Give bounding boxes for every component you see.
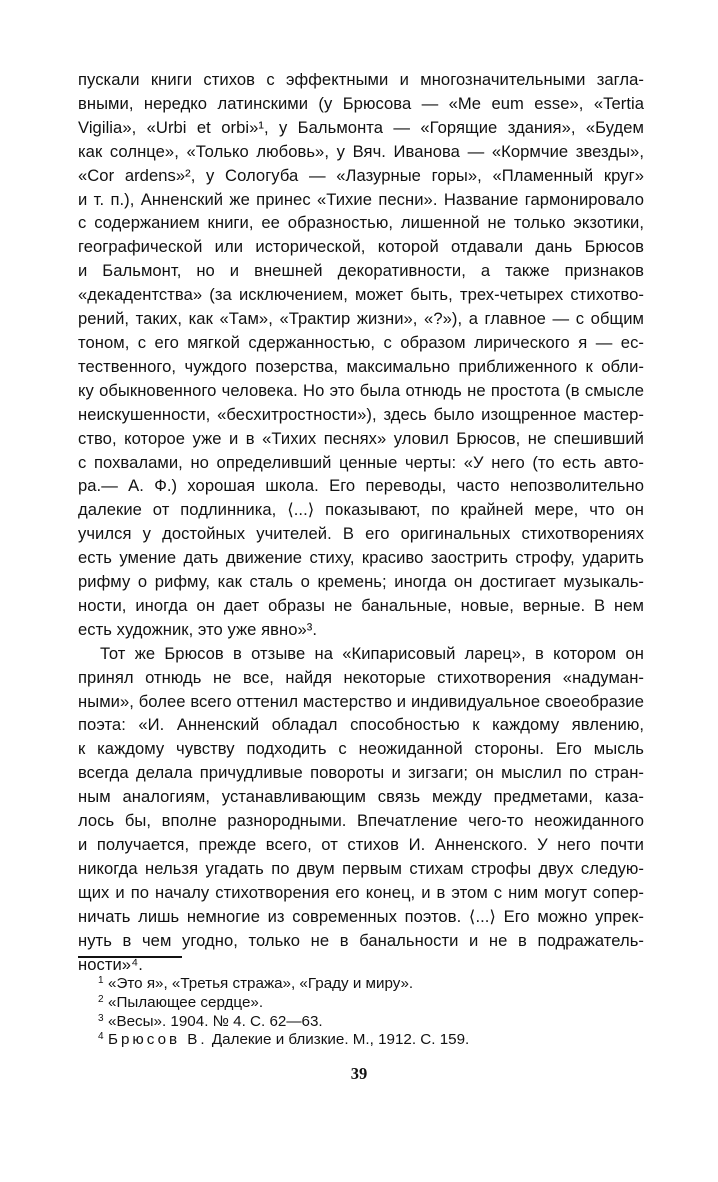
text-line: щих и по началу стихотворения его конец, и в этом с ним могут сопер- <box>78 882 644 902</box>
footnote-2 <box>98 993 628 1013</box>
text-line: географической или исторической, которой отдавали дань Брюсов <box>78 237 644 257</box>
text-line: и Бальмонт, но и внешней декоративности, а также признаков <box>78 261 644 281</box>
paragraph-2 <box>78 642 644 977</box>
text-line: никогда нельзя угадать по двум первым стихам строфы двух следую- <box>78 858 644 878</box>
text-line: «декадентства» (за исключением, может быть, трех-четырех стихотво- <box>78 285 644 305</box>
footnote-text: «Весы». 1904. № 4. С. 62—63. <box>108 1012 323 1030</box>
text-line: неискушенности, «бесхитростности»), здесь было изощренное мастер- <box>78 404 644 424</box>
text-line: с похвалами, но определивший ценные черты: «У него (то есть авто- <box>78 452 644 472</box>
text-line: ра.— А. Ф.) хорошая школа. Его переводы, часто непозволительно <box>78 476 644 496</box>
text-line: лось бы, вполне разнородными. Впечатление чего-то неожиданного <box>78 811 644 831</box>
text-line: ности»⁴. <box>78 954 143 974</box>
text-line: к каждому чувству подходить с неожиданной стороны. Его мысль <box>78 739 644 759</box>
footnote-text: Далекие и близкие. М., 1912. С. 159. <box>207 1031 470 1049</box>
text-line: далекие от подлинника, ⟨...⟩ показывают, по крайней мере, что он <box>78 500 644 520</box>
footnote-author: Брюсов В. <box>108 1031 208 1049</box>
footnote-number: 1 <box>98 975 104 986</box>
text-line: и т. п.), Анненский же принес «Тихие песни». Название гармонировало <box>78 189 644 209</box>
text-line: есть умение дать движение стиху, красиво заострить строфу, ударить <box>78 548 644 568</box>
footnote-text: «Это я», «Третья стража», «Граду и миру». <box>108 975 414 992</box>
page-number: 39 <box>350 1064 368 1083</box>
paragraph-1 <box>78 68 644 642</box>
text-line: «Cor ardens»², у Сологуба — «Лазурные горы», «Пламенный круг» <box>78 165 644 185</box>
text-line: ничать лишь немногие из современных поэтов. ⟨...⟩ Его можно упрек- <box>78 906 644 926</box>
footnote-4 <box>98 1031 628 1050</box>
text-line: как солнце», «Только любовь», у Вяч. Иванова — «Кормчие звезды», <box>78 141 644 161</box>
text-line: Vigilia», «Urbi et orbi»¹, у Бальмонта — «Горящие здания», «Будем <box>78 117 644 137</box>
text-line: ным аналогиям, устанавливающим связь между предметами, каза- <box>78 787 644 807</box>
text-line: ности, иногда он дает образы не банальные, новые, верные. В нем <box>78 595 644 615</box>
text-line: рений, таких, как «Там», «Трактир жизни», «?»), а главное — с общим <box>78 309 644 329</box>
text-line: и получается, прежде всего, от стихов И. Анненского. У него почти <box>78 835 644 854</box>
text-line: поэта: «И. Анненский обладал способностью к каждому явлению, <box>78 715 644 735</box>
footnote-number: 3 <box>98 1012 104 1024</box>
footnotes <box>98 975 628 1050</box>
text-line: тественного, чуждого позерства, максимально приближенного к обли- <box>78 356 644 376</box>
text-line: всегда делала причудливые повороты и зигзаги; он мыслил по стран- <box>78 763 644 783</box>
text-line: есть художник, это уже явно»³. <box>78 619 317 639</box>
footnote-text: «Пылающее сердце». <box>108 993 264 1011</box>
text-line: принял отнюдь не все, найдя некоторые стихотворения «надуман- <box>78 667 644 687</box>
footnote-3 <box>98 1012 628 1032</box>
text-line: вными, нередко латинскими (у Брюсова — «Me eum esse», «Tertia <box>78 93 644 113</box>
footnote-1 <box>98 975 628 994</box>
main-text <box>78 68 644 976</box>
text-line: Тот же Брюсов в отзыве на «Кипарисовый ларец», в котором он <box>100 643 644 663</box>
footnote-number: 4 <box>98 1031 104 1043</box>
text-line: ными», более всего оттенил мастерство и индивидуальное своеобразие <box>78 691 644 711</box>
text-line: пускали книги стихов с эффектными и многозначительными загла- <box>78 70 644 89</box>
text-line: ство, которое уже и в «Тихих песнях» уловил Брюсов, не спешивший <box>78 428 644 448</box>
text-line: нуть в чем угодно, только не в банальности и не в подражатель- <box>78 930 644 950</box>
text-line: тоном, с его мягкой сдержанностью, с образом лирического я — ес- <box>78 332 644 352</box>
text-line: с содержанием книги, ее образностью, лишенной не только экзотики, <box>78 213 644 233</box>
text-line: ку обыкновенного человека. Но это была отнюдь не простота (в смысле <box>78 380 644 400</box>
footnote-separator <box>78 956 182 958</box>
text-line: рифму о рифму, как сталь о кремень; иногда он достигает музыкаль- <box>78 572 644 592</box>
text-line: учился у достойных учителей. В его оригинальных стихотворениях <box>78 524 644 544</box>
footnote-number: 2 <box>98 993 104 1005</box>
